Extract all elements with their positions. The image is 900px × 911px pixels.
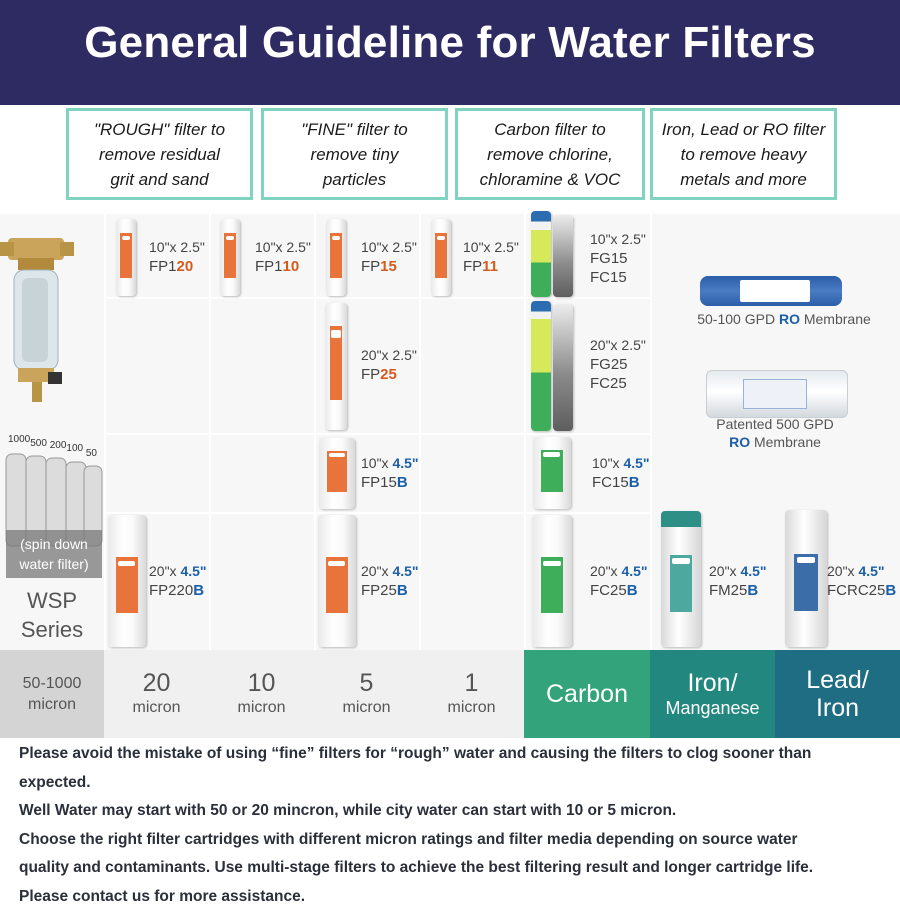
grid-divider bbox=[104, 297, 650, 299]
product-fc15b: 10"x 4.5" FC15B bbox=[592, 454, 650, 492]
page-title: General Guideline for Water Filters bbox=[0, 18, 900, 68]
cartridge-image bbox=[553, 215, 573, 297]
cartridge-image bbox=[532, 515, 572, 647]
wsp-series-label: WSP Series bbox=[0, 586, 104, 644]
product-fg25: 20"x 2.5" FG25 FC25 bbox=[590, 336, 646, 393]
micron-cell-1: 1 micron bbox=[419, 650, 524, 738]
product-fp25b: 20"x 4.5" FP25B bbox=[361, 562, 419, 600]
product-fp15: 10"x 2.5" FP15 bbox=[361, 238, 417, 276]
category-fine: "FINE" filter to remove tiny particles bbox=[261, 108, 448, 200]
product-fp120: 10"x 2.5" FP120 bbox=[149, 238, 205, 276]
category-heavy-metals: Iron, Lead or RO filter to remove heavy metals and more bbox=[650, 108, 837, 200]
micron-cell-20: 20 micron bbox=[104, 650, 209, 738]
grid-divider bbox=[104, 214, 106, 650]
ro-membrane-image bbox=[700, 276, 842, 306]
micron-cell-50-1000: 50-1000 micron bbox=[0, 650, 104, 738]
cartridge-image bbox=[220, 219, 240, 296]
product-fc25b: 20"x 4.5" FC25B bbox=[590, 562, 648, 600]
cartridge-image bbox=[661, 511, 701, 647]
cartridge-image bbox=[533, 437, 571, 509]
spin-down-filter-image bbox=[0, 228, 104, 428]
wsp-mesh-sizes: 1000500 200100 50 bbox=[8, 434, 104, 445]
cartridge-image bbox=[326, 219, 346, 296]
product-fp110: 10"x 2.5" FP110 bbox=[255, 238, 311, 276]
micron-cell-10: 10 micron bbox=[209, 650, 314, 738]
cartridge-image bbox=[319, 438, 355, 509]
cartridge-image bbox=[553, 304, 573, 431]
grid-divider bbox=[209, 214, 211, 650]
media-cell-iron-manganese: Iron/ Manganese bbox=[650, 650, 775, 738]
category-rough: "ROUGH" filter to remove residual grit and sand bbox=[66, 108, 253, 200]
cartridge-image bbox=[785, 510, 827, 647]
category-carbon: Carbon filter to remove chlorine, chloramine & VOC bbox=[455, 108, 645, 200]
ro-500-label: Patented 500 GPD RO Membrane bbox=[700, 415, 850, 451]
note-line: Please avoid the mistake of using “fine” filters for “rough” water and causing the filters to clog sooner than bbox=[19, 740, 889, 769]
media-cell-carbon: Carbon bbox=[524, 650, 650, 738]
product-fp25: 20"x 2.5" FP25 bbox=[361, 346, 417, 384]
grid-divider bbox=[650, 214, 652, 650]
media-cell-lead-iron: Lead/ Iron bbox=[775, 650, 900, 738]
micron-cell-5: 5 micron bbox=[314, 650, 419, 738]
ro-membrane-label: 50-100 GPD RO Membrane bbox=[684, 311, 884, 327]
cartridge-image bbox=[325, 303, 347, 430]
product-fm25b: 20"x 4.5" FM25B bbox=[709, 562, 767, 600]
product-fg15: 10"x 2.5" FG15 FC15 bbox=[590, 230, 646, 287]
note-line: expected. bbox=[19, 769, 889, 798]
note-line: Choose the right filter cartridges with different micron ratings and filter media depending on source water bbox=[19, 826, 889, 855]
cartridge-image bbox=[531, 211, 551, 297]
note-line: Please contact us for more assistance. bbox=[19, 883, 889, 911]
cartridge-image bbox=[108, 515, 146, 647]
product-fcrc25b: 20"x 4.5" FCRC25B bbox=[827, 562, 896, 600]
ro-membrane-image bbox=[706, 370, 848, 418]
grid-divider bbox=[104, 433, 650, 435]
cartridge-image bbox=[318, 515, 356, 647]
note-line: quality and contaminants. Use multi-stage filters to achieve the best filtering result and longer cartridge life. bbox=[19, 854, 889, 883]
note-line: Well Water may start with 50 or 20 mincron, while city water can start with 10 or 5 micron. bbox=[19, 797, 889, 826]
cartridge-image bbox=[431, 219, 451, 296]
grid-divider bbox=[524, 214, 526, 650]
grid-divider bbox=[419, 214, 421, 650]
product-fp15b: 10"x 4.5" FP15B bbox=[361, 454, 419, 492]
guideline-notes bbox=[19, 740, 889, 911]
cartridge-image bbox=[116, 219, 136, 296]
grid-divider bbox=[104, 512, 650, 514]
spin-down-label: (spin down water filter) bbox=[6, 530, 102, 578]
product-fp11: 10"x 2.5" FP11 bbox=[463, 238, 519, 276]
product-fp220b: 20"x 4.5" FP220B bbox=[149, 562, 207, 600]
cartridge-image bbox=[531, 301, 551, 431]
grid-divider bbox=[314, 214, 316, 650]
